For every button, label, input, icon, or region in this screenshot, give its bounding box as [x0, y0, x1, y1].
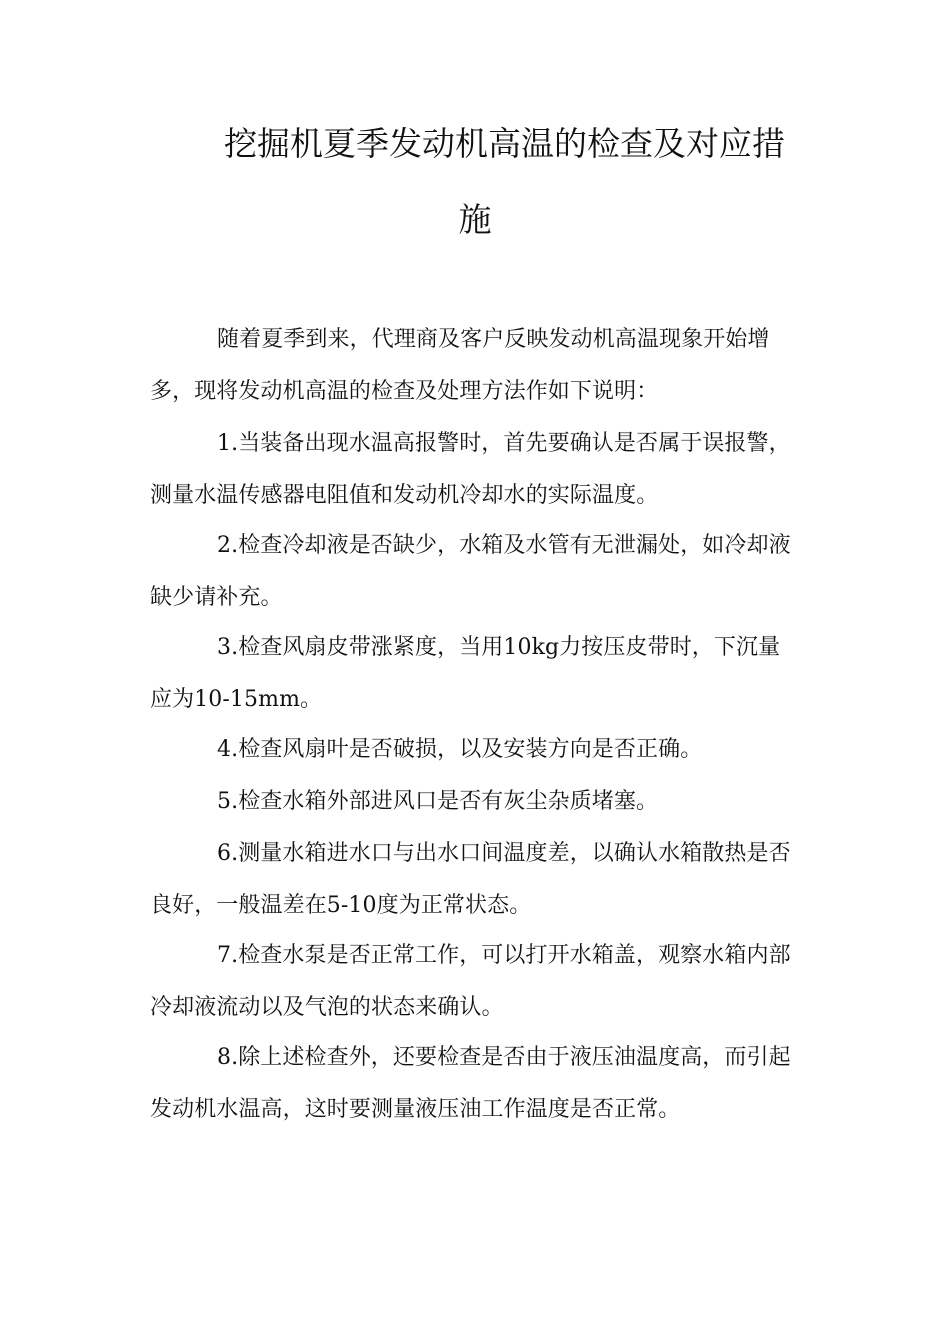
intro-paragraph: 随着夏季到来，代理商及客户反映发动机高温现象开始增多，现将发动机高温的检查及处理方法作如下说明：	[150, 327, 770, 404]
step-3-paragraph: 3.检查风扇皮带涨紧度，当用10kg力按压皮带时，下沉量应为10-15mm。	[150, 635, 781, 712]
step-4-paragraph: 4.检查风扇叶是否破损，以及安装方向是否正确。	[217, 737, 703, 762]
step-2-paragraph: 2.检查冷却液是否缺少，水箱及水管有无泄漏处，如冷却液缺少请补充。	[150, 533, 791, 610]
step-7-paragraph: 7.检查水泵是否正常工作，可以打开水箱盖，观察水箱内部冷却液流动以及气泡的状态来确认。	[150, 943, 791, 1020]
document-title-line-1: 挖掘机夏季发动机高温的检查及对应措	[224, 124, 785, 163]
step-1-paragraph: 1.当装备出现水温高报警时，首先要确认是否属于误报警，测量水温传感器电阻值和发动机冷却水的实际温度。	[150, 431, 791, 508]
step-5-paragraph: 5.检查水箱外部进风口是否有灰尘杂质堵塞。	[217, 789, 659, 814]
step-6-paragraph: 6.测量水箱进水口与出水口间温度差，以确认水箱散热是否良好，一般温差在5-10度为正常状态。	[150, 841, 791, 918]
step-8-paragraph: 8.除上述检查外，还要检查是否由于液压油温度高，而引起发动机水温高，这时要测量液压油工作温度是否正常。	[150, 1045, 791, 1122]
document-title-line-2: 施	[458, 200, 492, 239]
